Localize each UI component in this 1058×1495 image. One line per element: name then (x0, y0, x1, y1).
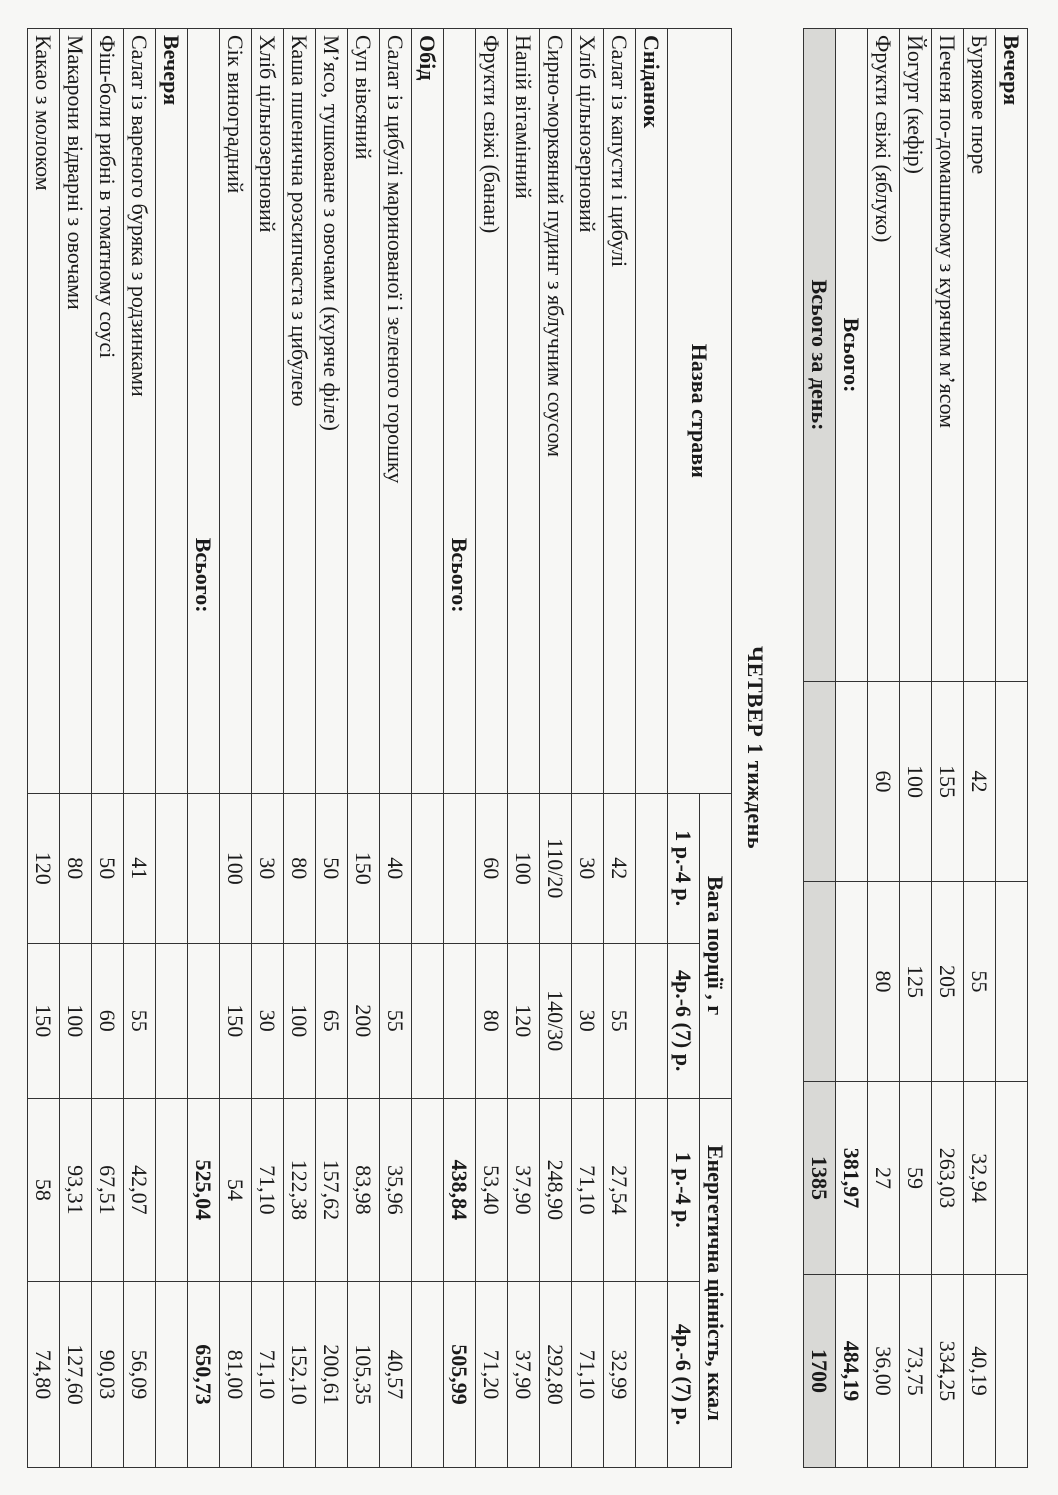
dish-name: Печеня по-домашньому з курячим м’ясом (932, 29, 964, 682)
empty-cell (156, 1098, 188, 1282)
table-row (964, 29, 996, 1468)
energy-4-7: 81,00 (220, 1282, 252, 1468)
total-row (836, 29, 868, 1468)
empty-cell (412, 1098, 444, 1282)
previous-day-table (803, 28, 1028, 1468)
weight-4-7: 125 (900, 882, 932, 1082)
dish-name: Салат із вареного буряка з родзинками (124, 29, 156, 794)
table-row (92, 29, 124, 1468)
weight-4-7: 60 (92, 943, 124, 1098)
energy-4-7: 292,80 (540, 1282, 572, 1468)
energy-1-4: 37,90 (508, 1098, 540, 1282)
dish-name: Хліб цільнозерновий (252, 29, 284, 794)
empty-cell (188, 943, 220, 1098)
empty-cell (156, 943, 188, 1098)
weight-4-7: 55 (964, 882, 996, 1082)
energy-4-7: 71,10 (252, 1282, 284, 1468)
weight-1-4: 60 (476, 793, 508, 943)
dish-name: Салат із цибулі маринованої і зеленого горошку (380, 29, 412, 794)
section-row (156, 29, 188, 1468)
weight-4-7: 205 (932, 882, 964, 1082)
table-row (316, 29, 348, 1468)
empty-cell (156, 1282, 188, 1468)
energy-4-7: 90,03 (92, 1282, 124, 1468)
weight-1-4: 80 (284, 793, 316, 943)
energy-4-7: 40,19 (964, 1275, 996, 1468)
energy-4-7: 40,57 (380, 1282, 412, 1468)
weight-4-7: 100 (60, 943, 92, 1098)
energy-1-4: 248,90 (540, 1098, 572, 1282)
subheader-age-1: 1 р.-4 р. (668, 793, 700, 943)
section-title: Вечеря (996, 29, 1028, 682)
weight-1-4: 150 (348, 793, 380, 943)
column-header-weight: Вага порції , г (700, 793, 732, 1098)
energy-1-4: 122,38 (284, 1098, 316, 1282)
meal-title: Вечеря (156, 29, 188, 794)
weight-1-4: 40 (380, 793, 412, 943)
energy-1-4: 35,96 (380, 1098, 412, 1282)
empty-cell (804, 682, 836, 882)
empty-cell (804, 882, 836, 1082)
energy-1-4: 93,31 (60, 1098, 92, 1282)
total-energy-4-7: 484,19 (836, 1275, 868, 1468)
total-energy-1-4: 438,84 (444, 1098, 476, 1282)
page-title: ЧЕТВЕР 1 тиждень (743, 646, 768, 849)
energy-1-4: 71,10 (572, 1098, 604, 1282)
energy-4-7: 127,60 (60, 1282, 92, 1468)
empty-cell (836, 882, 868, 1082)
total-energy-1-4: 1385 (804, 1082, 836, 1275)
table-row (220, 29, 252, 1468)
weight-1-4: 100 (508, 793, 540, 943)
total-label: Всього: (836, 29, 868, 682)
dish-name: Йогурт (кефір) (900, 29, 932, 682)
total-label: Всього: (188, 29, 220, 794)
table-row (540, 29, 572, 1468)
weight-4-7: 55 (604, 943, 636, 1098)
day-total-row (804, 29, 836, 1468)
dish-name: Салат із капусти і цибулі (604, 29, 636, 794)
dish-name: Макарони відварні з овочами (60, 29, 92, 794)
table-row (252, 29, 284, 1468)
energy-4-7: 74,80 (28, 1282, 60, 1468)
weight-4-7: 150 (28, 943, 60, 1098)
empty-cell (444, 943, 476, 1098)
table-row (932, 29, 964, 1468)
energy-4-7: 56,09 (124, 1282, 156, 1468)
total-energy-4-7: 505,99 (444, 1282, 476, 1468)
menu-table (27, 28, 732, 1468)
energy-1-4: 27 (868, 1082, 900, 1275)
weight-1-4: 50 (92, 793, 124, 943)
empty-cell (156, 793, 188, 943)
table-row (604, 29, 636, 1468)
weight-4-7: 30 (252, 943, 284, 1098)
table-row (572, 29, 604, 1468)
energy-1-4: 42,07 (124, 1098, 156, 1282)
subheader-age-3: 1 р.-4 р. (668, 1098, 700, 1282)
weight-1-4: 30 (252, 793, 284, 943)
table-row (900, 29, 932, 1468)
energy-1-4: 83,98 (348, 1098, 380, 1282)
table-row (60, 29, 92, 1468)
energy-1-4: 32,94 (964, 1082, 996, 1275)
table-row (28, 29, 60, 1468)
energy-4-7: 71,20 (476, 1282, 508, 1468)
weight-1-4: 80 (60, 793, 92, 943)
energy-1-4: 263,03 (932, 1082, 964, 1275)
dish-name: М’ясо, тушковане з овочами (куряче філе) (316, 29, 348, 794)
energy-4-7: 37,90 (508, 1282, 540, 1468)
section-row (412, 29, 444, 1468)
meal-total-row (444, 29, 476, 1468)
empty-cell (636, 1098, 668, 1282)
energy-1-4: 53,40 (476, 1098, 508, 1282)
table-row (476, 29, 508, 1468)
energy-4-7: 73,75 (900, 1275, 932, 1468)
weight-1-4: 42 (604, 793, 636, 943)
empty-cell (412, 793, 444, 943)
weight-4-7: 120 (508, 943, 540, 1098)
total-label: Всього за день: (804, 29, 836, 682)
dish-name: Сік виноградний (220, 29, 252, 794)
empty-cell (636, 1282, 668, 1468)
weight-4-7: 55 (124, 943, 156, 1098)
subheader-age-4: 4р.-6 (7) р. (668, 1282, 700, 1468)
weight-1-4: 30 (572, 793, 604, 943)
weight-1-4: 50 (316, 793, 348, 943)
weight-1-4: 120 (28, 793, 60, 943)
subheader-age-2: 4р.-6 (7) р. (668, 943, 700, 1098)
energy-1-4: 59 (900, 1082, 932, 1275)
total-energy-1-4: 525,04 (188, 1098, 220, 1282)
energy-4-7: 71,10 (572, 1282, 604, 1468)
table-row (348, 29, 380, 1468)
dish-name: Напій вітамінний (508, 29, 540, 794)
total-energy-1-4: 381,97 (836, 1082, 868, 1275)
energy-1-4: 54 (220, 1098, 252, 1282)
weight-4-7: 80 (476, 943, 508, 1098)
table-row (508, 29, 540, 1468)
weight-4-7: 150 (220, 943, 252, 1098)
empty-cell (412, 943, 444, 1098)
dish-name: Каша пшенична розсипчаста з цибулею (284, 29, 316, 794)
energy-1-4: 27,54 (604, 1098, 636, 1282)
total-energy-4-7: 1700 (804, 1275, 836, 1468)
weight-1-4: 110/20 (540, 793, 572, 943)
energy-4-7: 334,25 (932, 1275, 964, 1468)
dish-name: Фрукти свіжі (яблуко) (868, 29, 900, 682)
weight-4-7: 140/30 (540, 943, 572, 1098)
empty-cell (188, 793, 220, 943)
table-row (284, 29, 316, 1468)
dish-name: Сирно-морквяний пудинг з яблучним соусом (540, 29, 572, 794)
weight-1-4: 60 (868, 682, 900, 882)
total-energy-4-7: 650,73 (188, 1282, 220, 1468)
column-header-energy: Енергетична цінність, ккал (700, 1098, 732, 1467)
energy-4-7: 36,00 (868, 1275, 900, 1468)
weight-1-4: 100 (220, 793, 252, 943)
empty-cell (636, 943, 668, 1098)
dish-name: Бурякове пюре (964, 29, 996, 682)
dish-name: Фрукти свіжі (банан) (476, 29, 508, 794)
table-row (124, 29, 156, 1468)
meal-title: Обід (412, 29, 444, 794)
dish-name: Какао з молоком (28, 29, 60, 794)
weight-4-7: 80 (868, 882, 900, 1082)
weight-4-7: 200 (348, 943, 380, 1098)
empty-cell (636, 793, 668, 943)
weight-1-4: 42 (964, 682, 996, 882)
meal-title: Сніданок (636, 29, 668, 794)
total-label: Всього: (444, 29, 476, 794)
section-row (636, 29, 668, 1468)
energy-1-4: 67,51 (92, 1098, 124, 1282)
energy-1-4: 157,62 (316, 1098, 348, 1282)
empty-cell (444, 793, 476, 943)
dish-name: Фіш-боли рибні в томатному соусі (92, 29, 124, 794)
column-header-name: Назва страви (668, 29, 732, 794)
empty-cell (412, 1282, 444, 1468)
empty-cell (836, 682, 868, 882)
weight-4-7: 100 (284, 943, 316, 1098)
energy-4-7: 152,10 (284, 1282, 316, 1468)
weight-1-4: 41 (124, 793, 156, 943)
weight-4-7: 30 (572, 943, 604, 1098)
weight-4-7: 55 (380, 943, 412, 1098)
dish-name: Хліб цільнозерновий (572, 29, 604, 794)
energy-1-4: 71,10 (252, 1098, 284, 1282)
table-row (868, 29, 900, 1468)
meal-total-row (188, 29, 220, 1468)
dish-name: Суп вівсяний (348, 29, 380, 794)
energy-4-7: 200,61 (316, 1282, 348, 1468)
weight-4-7: 65 (316, 943, 348, 1098)
energy-4-7: 32,99 (604, 1282, 636, 1468)
energy-1-4: 58 (28, 1098, 60, 1282)
table-row (380, 29, 412, 1468)
energy-4-7: 105,35 (348, 1282, 380, 1468)
weight-1-4: 155 (932, 682, 964, 882)
weight-1-4: 100 (900, 682, 932, 882)
